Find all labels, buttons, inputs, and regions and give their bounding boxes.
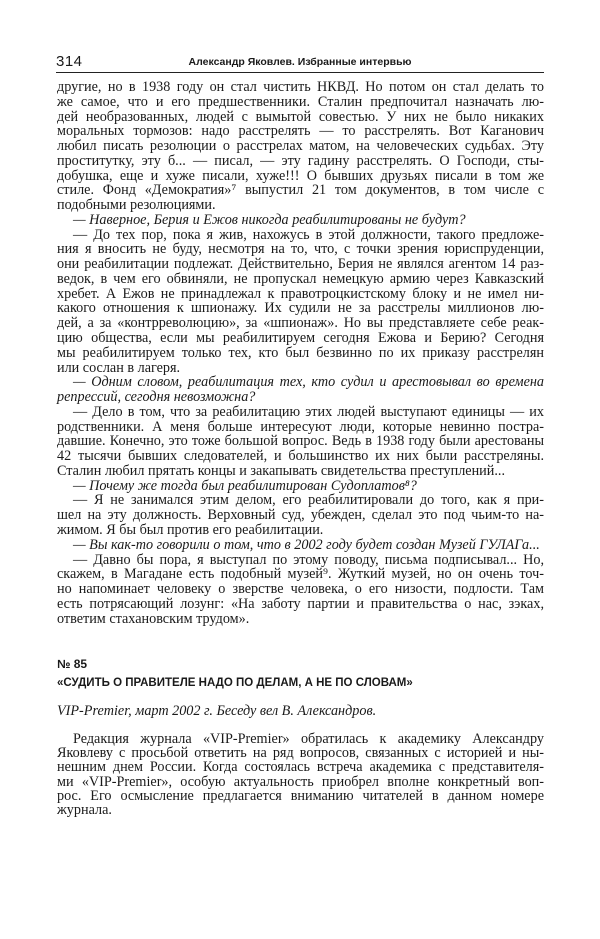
text-line: но напоминает человеку о зверстве человека, о его низости, подлости. Там	[57, 581, 544, 598]
text-line: родственники. А меня больше интересуют люди, которые невинно постра-	[57, 418, 544, 435]
text-line: рос. Его осмысление предлагается вниманию читателей в данном номере	[57, 787, 544, 804]
text-line: — Дело в том, что за реабилитацию этих людей выступают единицы — их	[73, 403, 544, 420]
section-85	[57, 657, 544, 816]
text-line: репрессий, сегодня невозможна?	[57, 389, 256, 406]
page-number: 314	[56, 53, 83, 70]
text-line: мы реабилитируем только тех, кто был безвинно по их приказу расстрелян	[57, 344, 544, 361]
text-line: ми «VIP-Premier», особую актуальность приобрел вполне конкретный воп-	[57, 773, 544, 790]
text-line: шел на эту должность. Верховный суд, убежден, сделал это под чьим-то на-	[57, 507, 544, 524]
text-line: 42 тысячи бывших следователей, и большинство их них были расстреляны.	[57, 448, 544, 465]
text-line: — Вы как-то говорили о том, что в 2002 году будет создан Музей ГУЛАГа...	[73, 536, 540, 553]
text-line: есть потрясающий лозунг: «На заботу партии и правительства о нас, зэках,	[57, 595, 544, 612]
text-line: любил писать резолюции о расстрелах матом, на человеческих судьбах. Эту	[57, 138, 544, 155]
text-line: они реабилитации подлежат. Действительно, Берия не являлся агентом 14 раз-	[57, 256, 544, 273]
text-line: ния я вносить не буду, несмотря на то, что, с точки зрения юриспруденции,	[57, 241, 544, 258]
text-line: Сталин любил прятать концы и закапывать свидетельства преступлений...	[57, 462, 506, 479]
section-title: «СУДИТЬ О ПРАВИТЕЛЕ НАДО ПО ДЕЛАМ, А НЕ ПО СЛОВАМ»	[57, 677, 413, 689]
text-line: — Наверное, Берия и Ежов никогда реабилитированы не будут?	[73, 211, 466, 228]
text-line: давшие. Конечно, это тоже большой вопрос. Ведь в 1938 году были арестованы	[57, 433, 544, 450]
text-line: Редакция журнала «VIP-Premier» обратилась к академику Александру	[73, 731, 544, 747]
text-line: хребет. А Ежов не принадлежал к правотроцкистскому блоку и не имел ни-	[57, 285, 544, 302]
text-line: — Одним словом, реабилитация тех, кто судил и арестовывал во времена	[73, 374, 544, 391]
section-source: VIP-Premier, март 2002 г. Беседу вел В. Александров.	[57, 703, 377, 719]
text-line: — Я не занимался этим делом, его реабилитировали до того, как я при-	[73, 492, 544, 509]
text-line: проститутку, эту б... — писал, — эту гадину расстрелять. О Господи, сты-	[57, 152, 544, 169]
text-line: моральных тормозов: надо расстрелять — то расстрелять. Вот Каганович	[57, 123, 544, 140]
text-line: жимом. Я бы был против его реабилитации.	[57, 521, 324, 538]
text-line: подобными резолюциями.	[57, 197, 216, 214]
running-title: Александр Яковлев. Избранные интервью	[188, 56, 412, 68]
text-line: — До тех пор, пока я жив, нахожусь в этой должности, такого предложе-	[73, 226, 544, 243]
text-line: же самое, что и его предшественники. Сталин предпочитал назначать лю-	[57, 93, 544, 110]
text-line: какого отношения к шпионажу. Их судили не за расстрелы миллионов лю-	[57, 300, 544, 317]
text-line: или сослан в лагеря.	[57, 359, 181, 376]
text-line: — Почему же тогда был реабилитирован Судоплатов⁸?	[73, 477, 417, 494]
text-line: ответим стахановским трудом».	[57, 610, 250, 627]
text-line: ведок, в чем его обвиняли, не пропускал немецкую армию через Кавказский	[57, 270, 544, 287]
text-line: журнала.	[57, 801, 112, 818]
text-line: цию общества, если мы реабилитируем сегодня Ежова и Берию? Сегодня	[57, 330, 544, 347]
text-line: скажем, в Магадане есть подобный музей⁹. Жуткий музей, но он очень точ-	[57, 566, 544, 583]
text-line: добушка, еще и хуже писали, хуже!!! О бывших друзьях писали в том же	[57, 167, 544, 184]
text-line: другие, но в 1938 году он стал чистить НКВД. Но потом он стал делать то	[57, 79, 544, 95]
text-line: — Давно бы пора, я выступал по этому поводу, письма подписывал... Но,	[73, 551, 544, 568]
text-line: нешним днем России. Когда состоялась встреча академика с представителя-	[57, 759, 544, 776]
text-line: стиле. Фонд «Демократия»⁷ выпустил 21 том документов, в том числе с	[57, 182, 544, 199]
section-number: № 85	[57, 657, 88, 671]
text-line: дей необразованных, людей с вымытой совестью. У них не было никаких	[57, 108, 544, 125]
main-text	[57, 80, 544, 626]
running-header	[56, 52, 544, 73]
text-line: Яковлеву с просьбой ответить на ряд вопросов, связанных с историей и ны-	[57, 745, 544, 762]
section-intro	[57, 731, 544, 816]
text-line: дей, а за «контрреволюцию», за «шпионаж». Но вы представляете себе реак-	[57, 315, 544, 332]
